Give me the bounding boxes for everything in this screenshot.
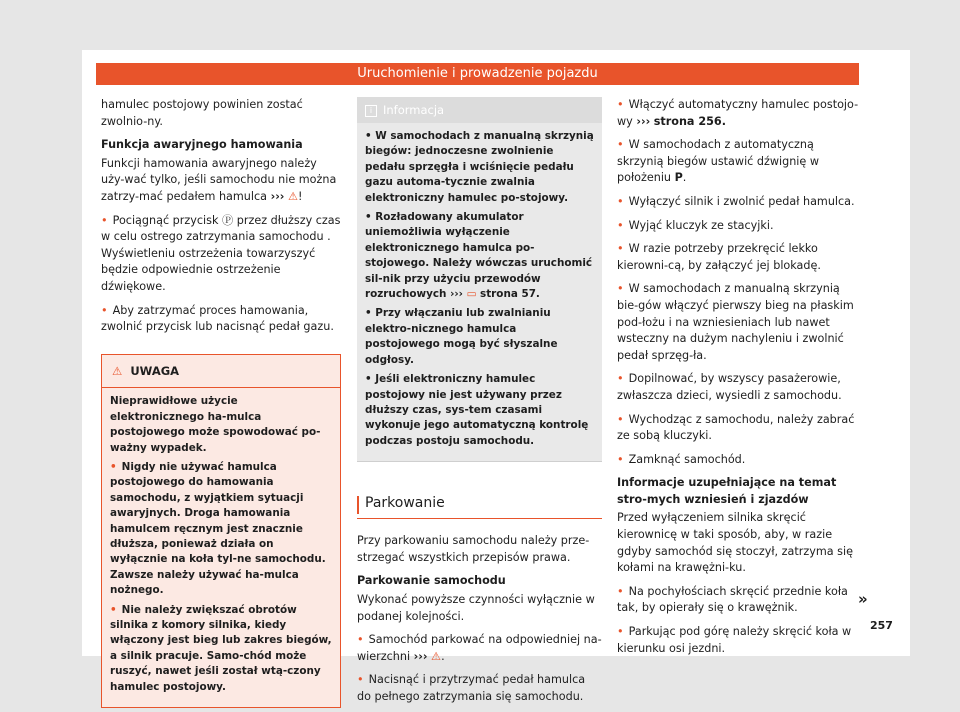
- slopes-heading: Informacje uzupełniające na temat stro-mych wzniesień i zjazdów: [617, 476, 837, 506]
- list-item: • Wyjąć kluczyk ze stacyjki.: [617, 218, 860, 235]
- list-item: • W samochodach z automatyczną skrzynią biegów ustawić dźwignię w położeniu P.: [617, 137, 860, 187]
- list-item: • Przy włączaniu lub zwalnianiu elektro-nicznego hamulca postojowego mogą być słyszalne odgłosy.: [365, 307, 558, 366]
- list-item: • Parkując pod górę należy skręcić koła w kierunku osi jezdni.: [617, 624, 860, 657]
- parking-brake-button-icon: Ⓟ: [222, 213, 234, 227]
- page-link[interactable]: strona 256.: [653, 114, 726, 128]
- list-item: • Włączyć automatyczny hamulec postojo-wy ››› strona 256.: [617, 97, 860, 130]
- warning-body: [102, 388, 340, 707]
- list-item: • Aby zatrzymać proces hamowania, zwolnić przycisk lub nacisnąć pedał gazu.: [101, 303, 341, 336]
- list-item: • Zamknąć samochód.: [617, 452, 860, 469]
- info-box: [357, 97, 602, 462]
- list-item: • W samochodach z manualną skrzynią biegów: jednoczesne zwolnienie pedału sprzęgła i wciśnięcie pedału gazu automa-tycznie zwalnia elektroniczny hamulec po-stojowy.: [365, 130, 594, 204]
- warning-title: ⚠ UWAGA: [102, 355, 340, 389]
- parking-heading: Parkowanie: [357, 492, 602, 519]
- info-title: i Informacja: [357, 97, 602, 123]
- column-middle: [357, 97, 602, 712]
- warning-triangle-icon: ⚠: [431, 649, 442, 663]
- list-item: • Wychodząc z samochodu, należy zabrać ze sobą kluczyki.: [617, 412, 860, 445]
- warning-lead: Nieprawidłowe użycie elektronicznego ha-mulca postojowego może spowodować po-ważny wypadek.: [110, 395, 321, 454]
- emergency-braking-text: Funkcji hamowania awaryjnego należy uży-wać tylko, jeśli samochodu nie można zatrzy-mać pedałem hamulca ››› ⚠!: [101, 156, 337, 203]
- list-item: • Rozładowany akumulator uniemożliwia wyłączenie elektronicznego hamulca po-stojowego. Należy wówczas uruchomić sil-nik przy użyciu przewodów rozruchowych ››› ▭ strona 57.: [365, 211, 593, 301]
- page-link[interactable]: strona 57.: [480, 288, 540, 301]
- section-header: Uruchomienie i prowadzenie pojazdu: [96, 63, 859, 85]
- list-item: • W razie potrzeby przekręcić lekko kierowni-cą, by załączyć jej blokadę.: [617, 241, 860, 274]
- page-number: 257: [870, 619, 893, 632]
- list-item: • Dopilnować, by wszyscy pasażerowie, zwłaszcza dzieci, wysiedli z samochodu.: [617, 371, 860, 404]
- emergency-braking-heading: Funkcja awaryjnego hamowania: [101, 138, 303, 152]
- continue-arrow-icon: »: [858, 590, 868, 608]
- list-item: • Nie należy zwiększać obrotów silnika z komory silnika, kiedy włączony jest bieg lub zakres biegów, a silnik pracuje. Samo-chód może ruszyć, nawet jeśli został wtą-czony hamulec postojowy.: [110, 603, 332, 695]
- list-item: • Samochód parkować na odpowiedniej na-wierzchni ››› ⚠.: [357, 632, 602, 665]
- list-item: • Nigdy nie używać hamulca postojowego do hamowania samochodu, z wyjątkiem sytuacji awaryjnych. Droga hamowania hamulcem ręcznym jest znacznie dłuższa, ponieważ działa on wyłącznie na koła tyl-ne samochodu. Zawsze należy używać ha-mulca nożnego.: [110, 460, 332, 599]
- list-item: • Na pochyłościach skręcić przednie koła tak, by opierały się o krawężnik.: [617, 584, 860, 617]
- list-item: • Pociągnąć przycisk Ⓟ przez dłuższy czas w celu ostrego zatrzymania samochodu . Wyświetleniu ostrzeżenia towarzyszyć będzie odpowiednie ostrzeżenie dźwiękowe.: [101, 213, 341, 296]
- warning-triangle-icon: ⚠: [112, 363, 123, 378]
- warning-box: [101, 354, 341, 708]
- page-ref-icon: ▭: [466, 288, 477, 301]
- column-left: [101, 97, 341, 708]
- warning-triangle-icon: ⚠: [287, 189, 299, 203]
- list-item: • W samochodach z manualną skrzynią bie-gów włączyć pierwszy bieg na płaskim pod-łożu i na wzniesieniach lub nawet wsteczny na dużym nachyleniu i zwolnić pedał sprzęg-ła.: [617, 281, 860, 364]
- list-item: • Wyłączyć silnik i zwolnić pedał hamulca.: [617, 194, 860, 211]
- slopes-text: Przed wyłączeniem silnika skręcić kierownicę w taki sposób, aby, w razie gdyby samochód się stoczył, zatrzyma się kołami na krawężni-ku.: [617, 511, 853, 575]
- info-body: [357, 123, 602, 461]
- parking-subheading: Parkowanie samochodu: [357, 574, 506, 588]
- parking-text: Przy parkowaniu samochodu należy prze-strzegać wszystkich przepisów prawa.: [357, 534, 590, 564]
- list-item: • Nacisnąć i przytrzymać pedał hamulca do pełnego zatrzymania się samochodu.: [357, 672, 602, 705]
- info-icon: i: [365, 105, 377, 117]
- list-item: • Jeśli elektroniczny hamulec postojowy nie jest używany przez dłuższy czas, sys-tem czasami wykonuje jego automatyczną kontrolę podczas postoju samochodu.: [365, 373, 589, 447]
- parking-subtext: Wykonać powyższe czynności wyłącznie w podanej kolejności.: [357, 592, 595, 623]
- column-right: [617, 97, 860, 664]
- intro-text: hamulec postojowy powinien zostać zwolnio-ny.: [101, 98, 303, 128]
